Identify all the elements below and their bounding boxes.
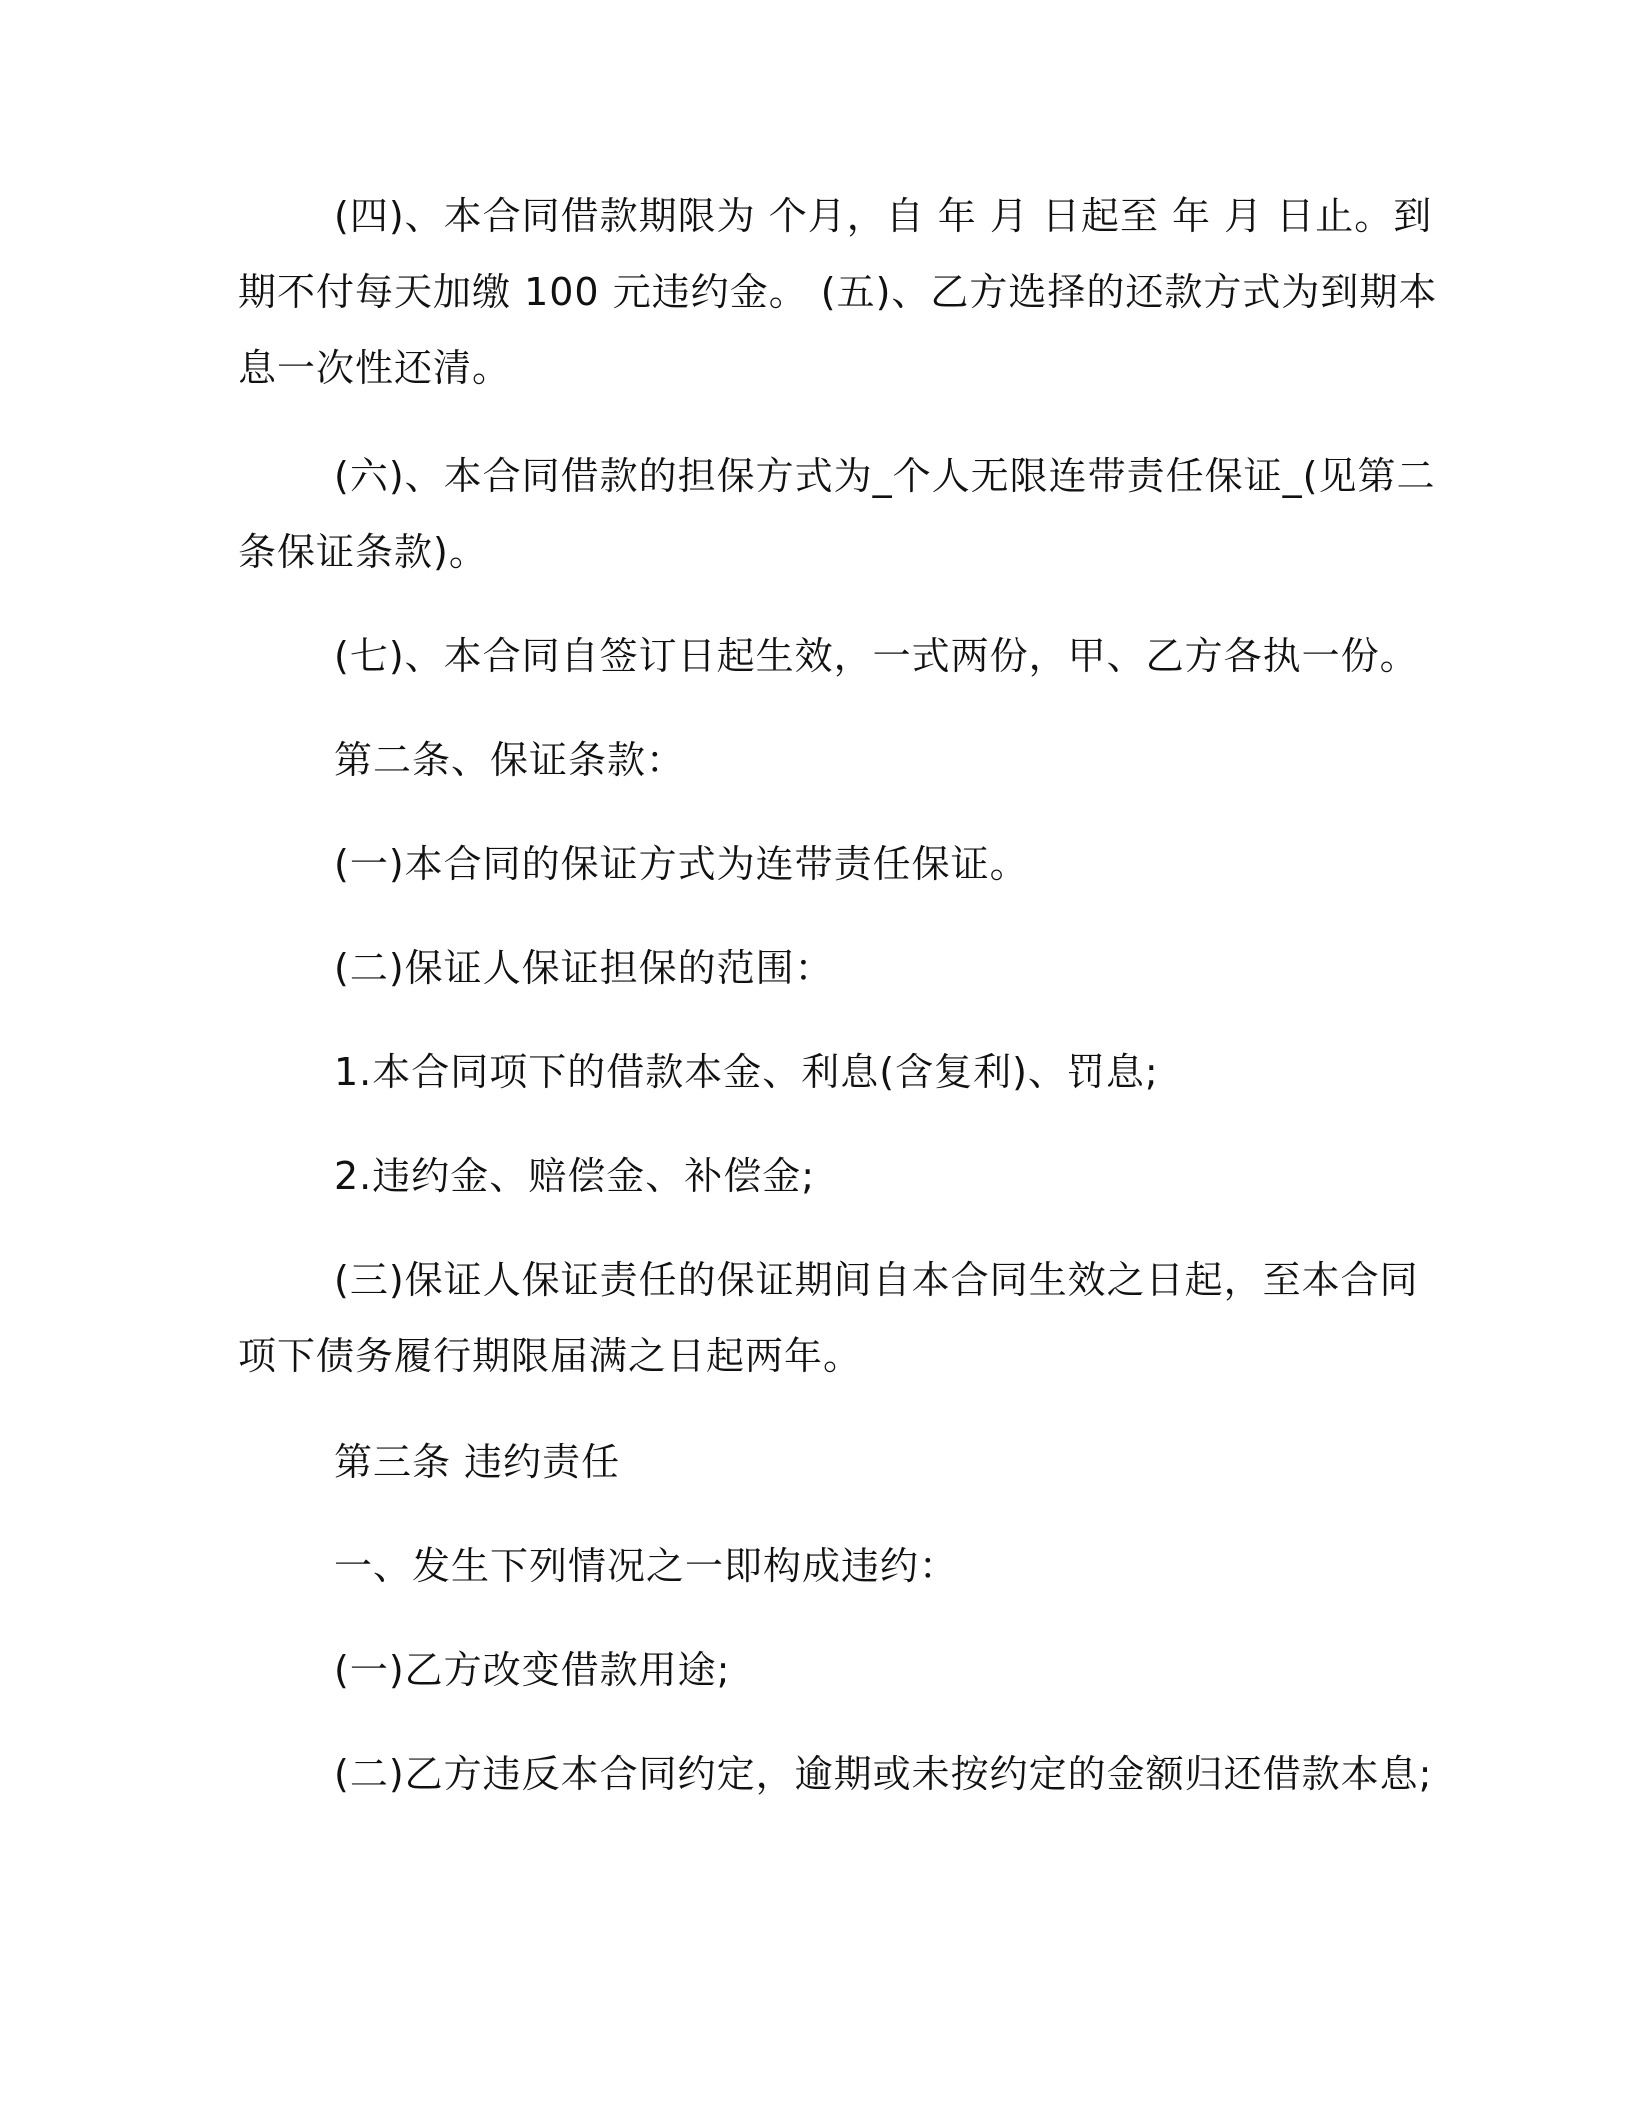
text-line <box>238 1034 1388 1110</box>
paragraph-breach-2 <box>238 1736 1433 1812</box>
text-span: (一)本合同的保证方式为连带责任保证。 <box>334 842 1029 886</box>
text-span: 1.本合同项下的借款本金、利息(含复利)、罚息; <box>334 1050 1159 1094</box>
paragraph-clause-7 <box>238 618 1419 694</box>
text-span: (六)、本合同借款的担保方式为_个人无限连带责任保证_(见第二 <box>334 454 1436 498</box>
paragraph-guarantee-3 <box>238 1242 1419 1394</box>
paragraph-clause-4 <box>238 178 1438 406</box>
text-span: (四)、本合同借款期限为 个月，自 年 月 日起至 年 月 日止。到 <box>334 194 1433 238</box>
article-3-heading <box>238 1424 1388 1500</box>
text-line: 期不付每天加缴 100 元违约金。 (五)、乙方选择的还款方式为到期本 <box>238 270 1438 314</box>
text-span: 2.违约金、赔偿金、补偿金; <box>334 1154 816 1198</box>
paragraph-guarantee-2 <box>238 930 1388 1006</box>
paragraph-scope-2 <box>238 1138 1388 1214</box>
paragraph-clause-6 <box>238 438 1436 590</box>
text-line <box>238 178 1433 254</box>
text-line: 项下债务履行期限届满之日起两年。 <box>238 1334 863 1378</box>
text-line <box>238 722 1388 798</box>
text-span: 第三条 违约责任 <box>334 1440 621 1484</box>
text-span: 一、发生下列情况之一即构成违约： <box>334 1544 959 1588</box>
text-line: 条保证条款)。 <box>238 530 488 574</box>
text-line <box>238 1736 1433 1812</box>
text-line <box>238 1138 1388 1214</box>
paragraph-breach-1 <box>238 1632 1388 1708</box>
text-span: 第二条、保证条款： <box>334 738 686 782</box>
article-2-heading <box>238 722 1388 798</box>
text-line <box>238 930 1388 1006</box>
paragraph-scope-1 <box>238 1034 1388 1110</box>
paragraph-breach-intro <box>238 1528 1388 1604</box>
text-line <box>238 826 1388 902</box>
paragraph-guarantee-1 <box>238 826 1388 902</box>
text-span: (三)保证人保证责任的保证期间自本合同生效之日起，至本合同 <box>334 1258 1419 1302</box>
text-span: (一)乙方改变借款用途; <box>334 1648 731 1692</box>
text-line <box>238 1528 1388 1604</box>
text-line <box>238 1632 1388 1708</box>
text-line <box>238 1242 1419 1318</box>
text-span: (二)保证人保证担保的范围： <box>334 946 834 990</box>
text-line <box>238 1424 1388 1500</box>
text-line <box>238 438 1436 514</box>
text-span: (七)、本合同自签订日起生效，一式两份，甲、乙方各执一份。 <box>334 634 1419 678</box>
text-span: (二)乙方违反本合同约定，逾期或未按约定的金额归还借款本息; <box>334 1752 1433 1796</box>
text-line: 息一次性还清。 <box>238 346 512 390</box>
text-line <box>238 618 1419 694</box>
